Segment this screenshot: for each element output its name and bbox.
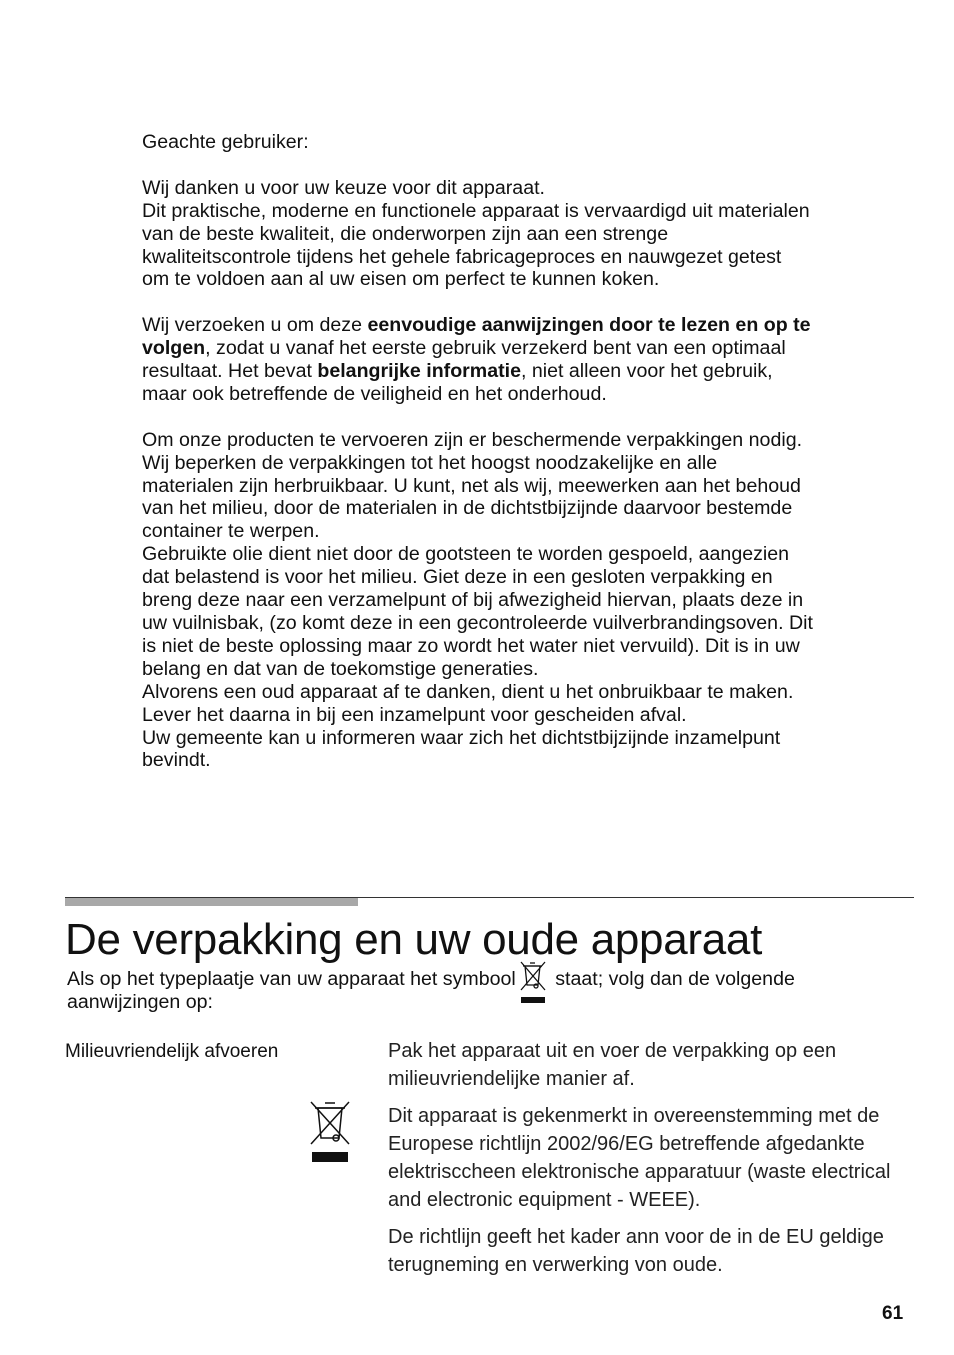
- packaging-text: Om onze producten te vervoeren zijn er beschermende verpakkingen nodig. Wij beperken de verpakkingen tot het hoogst noodzakelijke en alle materialen zijn herbruikbaar. U kunt, net als wij, meewerken aan het behoud van het milieu, door de materialen in de dichtstbijzijnde daarvoor bestemde container te werpen.: [142, 428, 803, 543]
- salutation: Geachte gebruiker:: [142, 131, 309, 153]
- municipality-text: Uw gemeente kan u informeren waar zich het dichtstbijzijnde inzamelpunt bevindt.: [142, 726, 781, 772]
- instructions-bold-2: belangrijke informatie: [317, 360, 521, 383]
- instructions-text-c: , niet alleen voor het gebruik, maar ook betreffende de veiligheid en het onderhoud.: [142, 360, 773, 405]
- weee-bin-large-icon: [309, 1100, 351, 1171]
- intro-text: [142, 131, 814, 772]
- section-intro-text-a: Als op het typeplaatje van uw apparaat het symbool: [67, 968, 516, 990]
- instructions-text-a: Wij verzoeken u om deze: [142, 314, 368, 337]
- instructions-bold-1: eenvoudige aanwijzingen door te lezen en op te volgen: [142, 314, 811, 360]
- section-divider-accent: [65, 898, 358, 906]
- disposal-column: [388, 1037, 908, 1288]
- quality-text: Dit praktische, moderne en functionele apparaat is vervaardigd uit materialen van de beste kwaliteit, die onderworpen zijn aan een strenge kwaliteitscontrole tijdens het gehele fabricageproces en nauwgezet getest om te voldoen aan al uw eisen om perfect te kunnen koken.: [142, 199, 810, 291]
- page-number: 61: [882, 1303, 904, 1324]
- weee-bin-small-icon: [516, 965, 550, 985]
- thanks-line: Wij danken u voor uw keuze voor dit apparaat.: [142, 176, 545, 199]
- side-heading: Milieuvriendelijk afvoeren: [65, 1041, 279, 1062]
- intro-paragraph-packaging: [142, 429, 814, 773]
- intro-paragraph-thanks: [142, 177, 814, 292]
- oil-text: Gebruikte olie dient niet door de gootsteen te worden gespoeld, aangezien dat belastend is voor het milieu. Giet deze in een gesloten verpakking en breng deze naar een verzamelpunt of bij afwezigheid hiervan, plaats deze in uw vuilnisbak, (zo komt deze in een gecontroleerde vuilverbrandingsoven. Dit is niet de beste oplossing maar zo wordt het water niet vervuild). Dit is in uw belang en dat van de toekomstige generaties.: [142, 543, 813, 680]
- instructions-text-b: , zodat u vanaf het eerste gebruik verzekerd bent van een optimaal resultaat. Het bevat: [142, 337, 786, 383]
- intro-paragraph-instructions: [142, 314, 814, 406]
- disposal-text: Alvorens een oud apparaat af te danken, dient u het onbruikbaar te maken. Lever het daarna in bij een inzamelpunt voor gescheiden afval.: [142, 680, 794, 726]
- disposal-paragraph-3: De richtlijn geeft het kader ann voor de in de EU geldige terugneming en verwerking von oude.: [388, 1226, 884, 1276]
- disposal-paragraph-1: Pak het apparaat uit en voer de verpakking op een milieuvriendelijke manier af.: [388, 1040, 837, 1090]
- disposal-paragraph-2: Dit apparaat is gekenmerkt in overeenstemming met de Europese richtlijn 2002/96/EG betreffende afgedankte elektrisccheen elektronische apparatuur (waste electrical and electronic equipment - WEEE).: [388, 1105, 891, 1211]
- section-intro-text-b: staat; volg dan de volgende aanwijzingen op:: [67, 968, 795, 1013]
- section-title: De verpakking en uw oude apparaat: [65, 915, 763, 964]
- section-intro: [67, 965, 827, 1014]
